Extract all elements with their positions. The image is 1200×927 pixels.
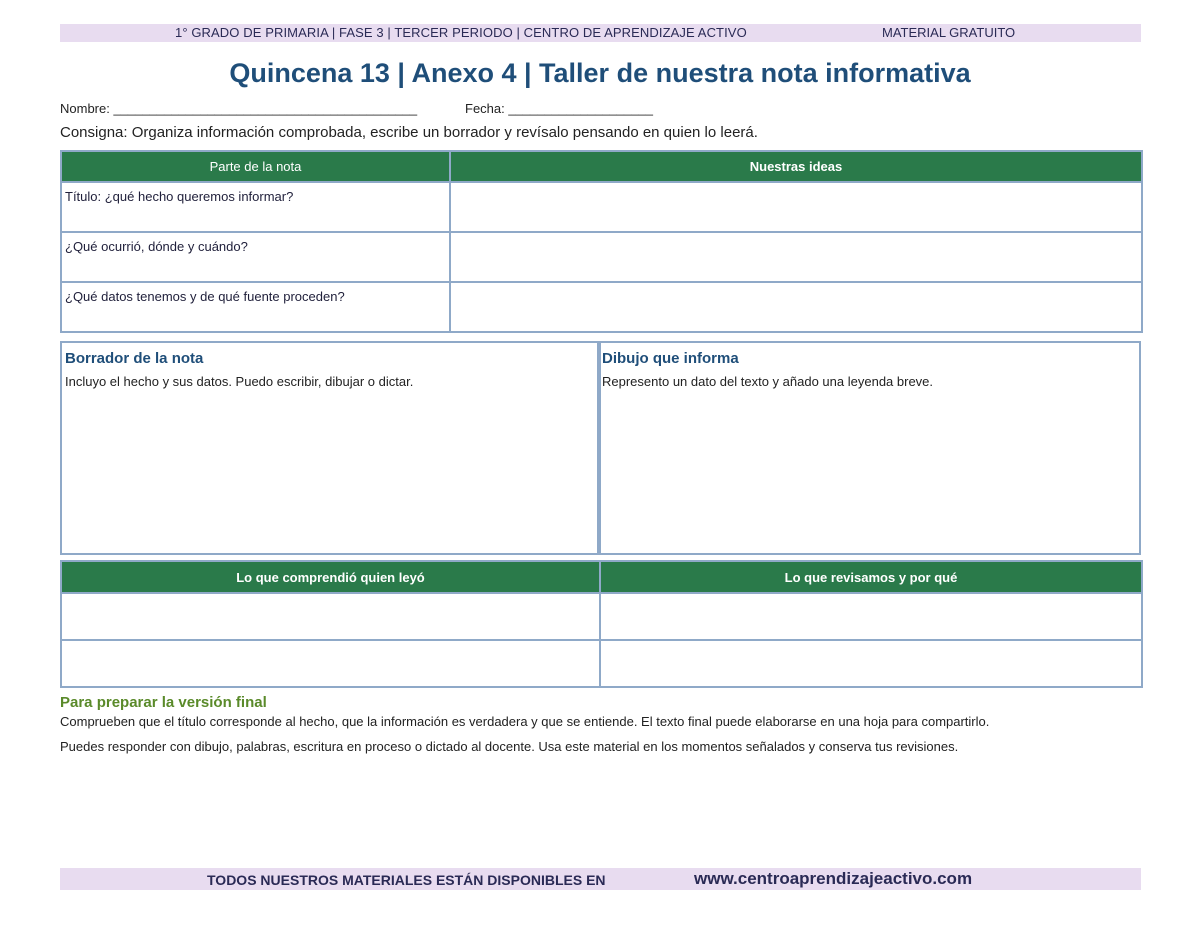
note-parts-table	[60, 150, 1143, 333]
column-header-ideas: Nuestras ideas	[450, 151, 1142, 182]
column-header-part: Parte de la nota	[61, 151, 450, 182]
draft-panel[interactable]	[60, 341, 601, 555]
table-row	[61, 182, 1142, 232]
ideas-cell[interactable]	[450, 282, 1142, 332]
footer-band	[60, 868, 1141, 890]
name-field[interactable]: Nombre: __________________________________________	[60, 101, 418, 116]
draft-panel-text: Incluyo el hecho y sus datos. Puedo escribir, dibujar o dictar.	[65, 374, 414, 389]
drawing-panel[interactable]	[597, 341, 1141, 555]
row-label	[61, 282, 450, 332]
draft-panels	[60, 341, 1141, 555]
column-header-revised: Lo que revisamos y por qué	[600, 561, 1142, 593]
row-label	[61, 232, 450, 282]
row-label-text: ¿Qué datos tenemos y de qué fuente proceden?	[65, 289, 345, 304]
row-label-text: Título: ¿qué hecho queremos informar?	[65, 189, 294, 204]
review-table	[60, 560, 1143, 688]
row-label-text: ¿Qué ocurrió, dónde y cuándo?	[65, 239, 248, 254]
final-version-text-2: Puedes responder con dibujo, palabras, escritura en proceso o dictado al docente. Usa este material en los momentos señalados y conserva tus revisiones.	[60, 739, 959, 754]
table-row	[61, 593, 1142, 640]
header-band	[60, 24, 1141, 42]
answer-cell[interactable]	[61, 593, 600, 640]
ideas-cell[interactable]	[450, 232, 1142, 282]
column-header-understood: Lo que comprendió quien leyó	[61, 561, 600, 593]
answer-cell[interactable]	[600, 593, 1142, 640]
instructions: Consigna: Organiza información comprobada, escribe un borrador y revísalo pensando en quien lo leerá.	[60, 124, 758, 141]
page-title: Quincena 13 | Anexo 4 | Taller de nuestra nota informativa	[229, 58, 971, 88]
drawing-panel-title: Dibujo que informa	[602, 350, 739, 367]
answer-cell[interactable]	[600, 640, 1142, 687]
answer-cell[interactable]	[61, 640, 600, 687]
date-field[interactable]: Fecha: ____________________	[465, 101, 653, 116]
row-label	[61, 182, 450, 232]
draft-panel-title: Borrador de la nota	[65, 350, 204, 367]
table-row	[61, 640, 1142, 687]
table-row	[61, 282, 1142, 332]
final-version-text-1: Comprueben que el título corresponde al hecho, que la información es verdadera y que se entiende. El texto final puede elaborarse en una hoja para compartirlo.	[60, 714, 990, 729]
header-text: 1° GRADO DE PRIMARIA | FASE 3 | TERCER PERIODO | CENTRO DE APRENDIZAJE ACTIVO	[175, 25, 747, 40]
drawing-panel-text: Represento un dato del texto y añado una leyenda breve.	[602, 374, 934, 389]
header-free-label: MATERIAL GRATUITO	[882, 25, 1016, 40]
footer-text: TODOS NUESTROS MATERIALES ESTÁN DISPONIBLES EN	[207, 872, 606, 888]
final-version-title: Para preparar la versión final	[60, 694, 267, 711]
footer-link[interactable]: www.centroaprendizajeactivo.com	[694, 869, 973, 888]
ideas-cell[interactable]	[450, 182, 1142, 232]
table-row	[61, 232, 1142, 282]
